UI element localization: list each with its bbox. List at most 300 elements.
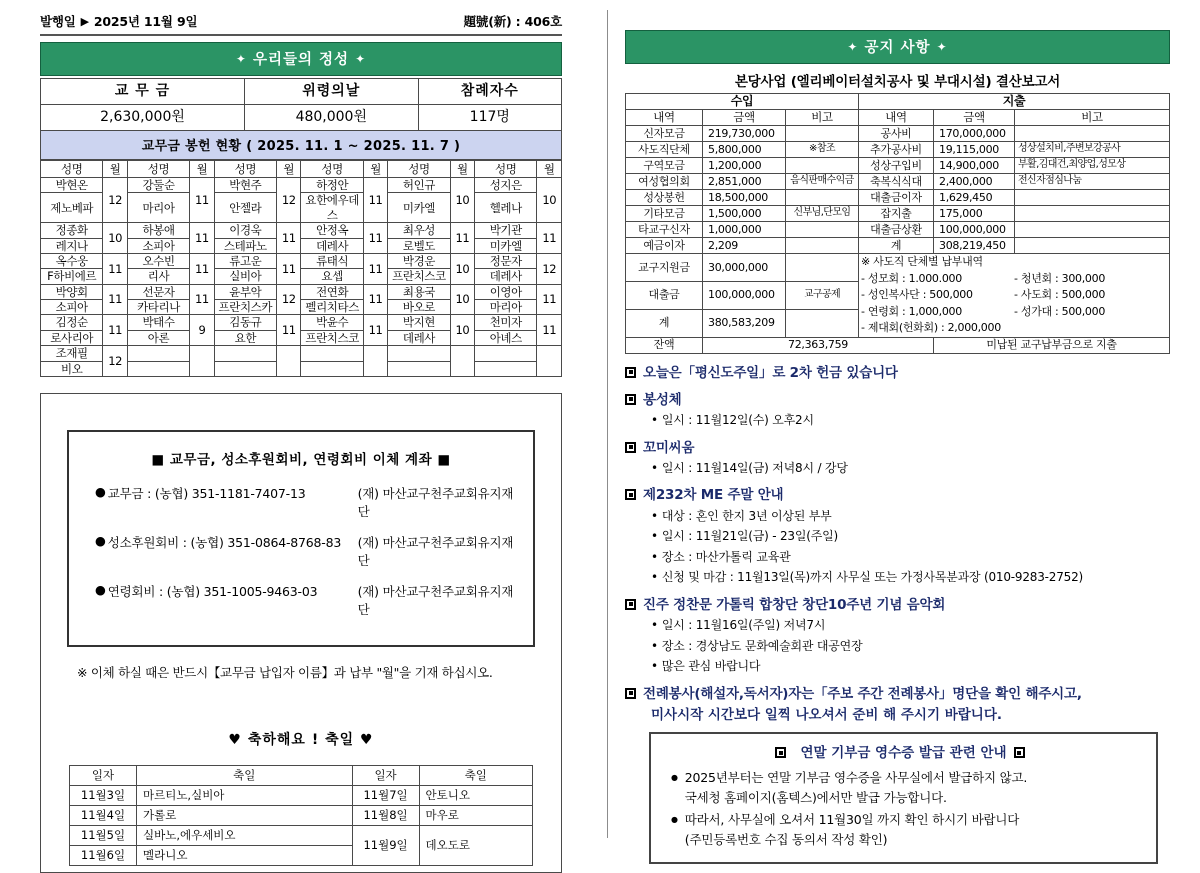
- receipt-line: 따라서, 사무실에 오셔서 11월30일 까지 확인 하시기 바랍니다: [684, 812, 1020, 828]
- donor-name: 옥수웅: [41, 253, 103, 268]
- offerings-banner: [40, 42, 562, 76]
- notice-heading-text: 제232차 ME 주말 안내: [643, 487, 784, 504]
- donor-saint-name: [475, 361, 537, 376]
- donor-col-header: 월: [450, 161, 474, 178]
- notice-detail: [651, 637, 1170, 656]
- income-note: 음식판매수익금: [786, 174, 859, 190]
- diamond-icon-right: ✦: [936, 40, 948, 54]
- expense-item: 축복식식대: [859, 174, 934, 190]
- table-row: [70, 805, 533, 825]
- expense-amount: 14,900,000: [934, 158, 1015, 174]
- donor-saint-name: 데레사: [301, 238, 363, 253]
- donor-name: 김동규: [214, 315, 276, 330]
- donor-month: [277, 346, 301, 377]
- notice-detail: [651, 507, 1170, 526]
- income-amount: 1,000,000: [703, 222, 786, 238]
- donor-saint-name: 요셉: [301, 269, 363, 284]
- donor-name: 박경운: [388, 253, 450, 268]
- donor-saint-name: 프란치스코: [301, 330, 363, 345]
- account-number: 연령회비 : (농협) 351-1005-9463-03: [107, 583, 318, 599]
- donor-name: 허인규: [388, 178, 450, 193]
- income-item: 사도직단체: [626, 142, 703, 158]
- donor-name: 박양회: [41, 284, 103, 299]
- diamond-icon-left: ✦: [235, 52, 247, 66]
- expense-note: 성상설치비,주변보강공사: [1015, 142, 1170, 158]
- notice-heading-text: 봉성체: [643, 391, 682, 408]
- donor-name: [214, 346, 276, 361]
- donor-name: 정종화: [41, 223, 103, 238]
- bullet-icon: •: [651, 412, 658, 427]
- bullet-icon: •: [651, 529, 658, 544]
- donor-col-header: 월: [363, 161, 387, 178]
- account-line: [95, 533, 525, 569]
- donor-saint-name: 마리아: [127, 193, 189, 223]
- summary-header-1: 위령의날: [244, 79, 418, 105]
- donor-month: 11: [277, 315, 301, 346]
- account-line: [95, 582, 525, 618]
- income-note: [786, 158, 859, 174]
- expense-item: 공사비: [859, 126, 934, 142]
- income-item: 예금이자: [626, 238, 703, 254]
- income-amount: 2,851,000: [703, 174, 786, 190]
- table-row: [626, 337, 1170, 353]
- account-line: [95, 484, 525, 520]
- financial-report-table: [625, 93, 1170, 354]
- income-item: 여성협의회: [626, 174, 703, 190]
- donor-saint-name: 리사: [127, 269, 189, 284]
- filled-square-icon: [625, 688, 636, 699]
- income-note: [786, 190, 859, 206]
- donor-month: 11: [450, 223, 474, 254]
- donor-month: 11: [103, 284, 127, 315]
- income-note: ※참조: [786, 142, 859, 158]
- feast-col-header: 일자: [352, 765, 419, 785]
- income-amount: 30,000,000: [703, 254, 786, 282]
- income-item: 기타모금: [626, 206, 703, 222]
- donor-name: 안정옥: [301, 223, 363, 238]
- donor-col-header: 성명: [41, 161, 103, 178]
- bullet-icon: •: [651, 460, 658, 475]
- offerings-summary-table: [40, 78, 562, 131]
- receipt-line: (주민등록번호 수집 동의서 작성 확인): [684, 832, 888, 848]
- expense-amount: 19,115,000: [934, 142, 1015, 158]
- financial-report-title: 본당사업 (엘리베이터설치공사 및 부대시설) 결산보고서: [734, 74, 1061, 90]
- summary-value-1: 480,000원: [244, 105, 418, 131]
- receipt-line: 국세청 홈페이지(홈텍스)에서만 발급 가능합니다.: [684, 790, 947, 806]
- notices-list: [625, 364, 1170, 724]
- feast-day-title: ♥ 축하해요 ! 축일 ♥: [228, 731, 374, 748]
- donor-name: 성지은: [475, 178, 537, 193]
- expense-note: [1015, 126, 1170, 142]
- feast-date: 11월6일: [70, 845, 137, 865]
- memo-entry: - 제대회(헌화회) : 2,000,000: [861, 321, 1001, 334]
- table-row: [626, 222, 1170, 238]
- donor-name: 천미자: [475, 315, 537, 330]
- receipt-notice-item: [661, 768, 1146, 808]
- filled-square-icon: [625, 442, 636, 453]
- donor-saint-name: 아녜스: [475, 330, 537, 345]
- notice-detail-text: 일시 : 11월16일(주일) 저녁7시: [661, 618, 826, 633]
- donor-month: 11: [363, 178, 387, 223]
- donor-month: 11: [363, 253, 387, 284]
- donor-saint-name: 카타리나: [127, 300, 189, 315]
- notice-detail: [651, 657, 1170, 676]
- donor-saint-name: 로사리아: [41, 330, 103, 345]
- feast-date: 11월4일: [70, 805, 137, 825]
- bullet-icon: •: [651, 508, 658, 523]
- feast-name: 가롤로: [137, 805, 353, 825]
- donor-saint-name: 아론: [127, 330, 189, 345]
- donor-month: 11: [190, 284, 214, 315]
- donor-saint-name: 미카엘: [475, 238, 537, 253]
- memo-entry: - 연령회 : 1,000,000: [861, 304, 962, 318]
- memo-row: [861, 287, 1167, 304]
- donor-month: 11: [103, 253, 127, 284]
- feast-name: 안토니오: [419, 785, 532, 805]
- notice-item: [625, 596, 1170, 676]
- income-item: 신자모금: [626, 126, 703, 142]
- donor-name: 박기관: [475, 223, 537, 238]
- donor-saint-name: 안젤라: [214, 193, 276, 223]
- notices-banner-title: 공지 사항: [864, 40, 931, 56]
- donor-name: 최용국: [388, 284, 450, 299]
- feast-col-header: 일자: [70, 765, 137, 785]
- apostolate-memo: [859, 254, 1170, 338]
- expense-note: [1015, 190, 1170, 206]
- account-box-title: ■ 교무금, 성소후원회비, 연령회비 이체 계좌 ■: [151, 451, 451, 468]
- memo-row: [861, 271, 1167, 288]
- donor-name: 박현온: [41, 178, 103, 193]
- donor-saint-name: 로벨도: [388, 238, 450, 253]
- donor-name: [475, 346, 537, 361]
- notice-heading-continuation: 미사시작 시간보다 일찍 나오셔서 준비 해 주시기 바랍니다.: [651, 707, 1003, 724]
- table-row: [626, 142, 1170, 158]
- table-row: [70, 785, 533, 805]
- notice-heading-text: 꼬미씨움: [643, 439, 695, 456]
- expense-item: 계: [859, 238, 934, 254]
- notice-detail-text: 많은 관심 바랍니다: [661, 659, 761, 674]
- notice-heading: [625, 364, 1170, 382]
- notice-detail-text: 대상 : 혼인 한지 3년 이상된 부부: [661, 508, 832, 523]
- income-note: [786, 222, 859, 238]
- income-amount: 18,500,000: [703, 190, 786, 206]
- filled-square-icon: [625, 489, 636, 500]
- memo-entry: - 성가대 : 500,000: [1014, 304, 1106, 318]
- account-holder: (재) 마산교구천주교회유지재단: [357, 534, 514, 568]
- feast-date: 11월8일: [352, 805, 419, 825]
- notice-heading: [625, 486, 1170, 504]
- donor-col-header: 월: [103, 161, 127, 178]
- donor-name: 박현주: [214, 178, 276, 193]
- notices-banner: [625, 30, 1170, 64]
- table-row: [70, 825, 533, 845]
- donor-col-header: 성명: [475, 161, 537, 178]
- bullet-icon: ●: [95, 483, 106, 499]
- donor-month: 12: [103, 346, 127, 377]
- expense-note: [1015, 206, 1170, 222]
- memo-row: [861, 304, 1167, 321]
- summary-value-2: 117명: [418, 105, 561, 131]
- income-note: [786, 254, 859, 282]
- memo-row: [861, 320, 1167, 337]
- feast-name: 마우로: [419, 805, 532, 825]
- donor-saint-name: 프란치스카: [214, 300, 276, 315]
- table-row: [626, 126, 1170, 142]
- balance-amount: 72,363,759: [703, 337, 934, 353]
- notice-detail: [651, 616, 1170, 635]
- notice-detail-text: 신청 및 마감 : 11월13일(목)까지 사무실 또는 가정사목분과장 (010-9283-2752): [661, 570, 1083, 585]
- bullet-icon: ●: [95, 532, 106, 548]
- receipt-notice-box: [649, 732, 1158, 864]
- masthead: [40, 12, 562, 36]
- income-item: 타교구신자: [626, 222, 703, 238]
- expense-item: 대출금상환: [859, 222, 934, 238]
- issue-date-label: 발행일: [40, 14, 76, 29]
- memo-entry: - 청년회 : 300,000: [1014, 271, 1106, 285]
- fin-col-header: 내역: [859, 110, 934, 126]
- offerings-banner-title: 우리들의 정성: [252, 52, 350, 68]
- fin-col-header: 금액: [934, 110, 1015, 126]
- donor-saint-name: [388, 361, 450, 376]
- donor-name: [127, 346, 189, 361]
- notice-detail-text: 일시 : 11월21일(금) - 23일(주일): [661, 529, 838, 544]
- account-holder: (재) 마산교구천주교회유지재단: [357, 583, 514, 617]
- donor-month: 10: [450, 315, 474, 346]
- balance-note: 미납된 교구납부금으로 지출: [934, 337, 1170, 353]
- notice-detail: [651, 459, 1170, 478]
- donor-month: 11: [363, 223, 387, 254]
- donor-month: 10: [450, 284, 474, 315]
- income-group-header: 수입: [626, 94, 859, 110]
- bullet-icon: •: [651, 570, 658, 585]
- donor-month: [450, 346, 474, 377]
- donor-name: 조재필: [41, 346, 103, 361]
- donor-month: 12: [277, 284, 301, 315]
- donor-month: 12: [277, 178, 301, 223]
- receipt-notice-title-text: 연말 기부금 영수증 발급 관련 안내: [800, 745, 1007, 762]
- income-total-label: 계: [626, 309, 703, 337]
- donation-period-subbanner: 교무금 봉헌 현황 ( 2025. 11. 1 ~ 2025. 11. 7 ): [40, 131, 562, 160]
- account-number: 교무금 : (농협) 351-1181-7407-13: [107, 485, 306, 501]
- donor-col-header: 성명: [214, 161, 276, 178]
- donor-month: 11: [363, 284, 387, 315]
- donor-name: 이경욱: [214, 223, 276, 238]
- expense-item: 추가공사비: [859, 142, 934, 158]
- table-row: [41, 253, 562, 268]
- donor-saint-name: 요한에우데스: [301, 193, 363, 223]
- donor-name: 김정순: [41, 315, 103, 330]
- donor-name: [388, 346, 450, 361]
- donor-month: 10: [103, 223, 127, 254]
- feast-date: 11월3일: [70, 785, 137, 805]
- donor-month: 9: [190, 315, 214, 346]
- account-holder: (재) 마산교구천주교회유지재단: [357, 485, 514, 519]
- expense-amount: 2,400,000: [934, 174, 1015, 190]
- donor-month: 11: [277, 253, 301, 284]
- income-note: [786, 126, 859, 142]
- table-row: [626, 238, 1170, 254]
- notice-item: [625, 364, 1170, 382]
- bullet-icon: •: [651, 549, 658, 564]
- donor-col-header: 월: [190, 161, 214, 178]
- donor-name: 이영아: [475, 284, 537, 299]
- receipt-notice-text: [685, 768, 1027, 808]
- table-row-header: [41, 161, 562, 178]
- bullet-icon: •: [651, 618, 658, 633]
- fin-col-header: 비고: [1015, 110, 1170, 126]
- donor-month: 11: [103, 315, 127, 346]
- expense-amount: 175,000: [934, 206, 1015, 222]
- income-total-amount: 380,583,209: [703, 309, 786, 337]
- summary-header-2: 참례자수: [418, 79, 561, 105]
- donor-month: 11: [537, 223, 562, 254]
- donor-name: 류태식: [301, 253, 363, 268]
- table-row-header: [626, 94, 1170, 110]
- donor-month: 10: [450, 178, 474, 223]
- donor-saint-name: 미카엘: [388, 193, 450, 223]
- donor-col-header: 월: [537, 161, 562, 178]
- receipt-notice-text: [685, 810, 1019, 850]
- table-row: [41, 223, 562, 238]
- notice-detail-text: 일시 : 11월14일(금) 저녁8시 / 강당: [661, 460, 848, 475]
- expense-item: 성상구입비: [859, 158, 934, 174]
- expense-item: 대출금이자: [859, 190, 934, 206]
- feast-date: 11월5일: [70, 825, 137, 845]
- donor-saint-name: 요한: [214, 330, 276, 345]
- left-column: [0, 0, 600, 863]
- income-item: 성상봉헌: [626, 190, 703, 206]
- donor-saint-name: [301, 361, 363, 376]
- donor-month: 10: [450, 253, 474, 284]
- donor-col-header: 성명: [301, 161, 363, 178]
- donor-saint-name: 마리아: [475, 300, 537, 315]
- donor-month: 11: [190, 223, 214, 254]
- income-note: 신부님,단모임: [786, 206, 859, 222]
- donor-name: 정문자: [475, 253, 537, 268]
- notice-heading-text: 진주 정찬문 가톨릭 합창단 창단10주년 기념 음악회: [643, 596, 946, 613]
- notice-item: [625, 486, 1170, 587]
- bullet-icon: ●: [671, 815, 678, 825]
- table-row: [626, 206, 1170, 222]
- donor-name: 강둘순: [127, 178, 189, 193]
- donor-name: 하봉애: [127, 223, 189, 238]
- expense-note: 부활,김대건,최양업,성모상: [1015, 158, 1170, 174]
- donor-saint-name: 제노베파: [41, 193, 103, 223]
- expense-amount: 308,219,450: [934, 238, 1015, 254]
- table-row: [626, 190, 1170, 206]
- filled-square-icon-left: [775, 747, 786, 758]
- donor-saint-name: 레지나: [41, 238, 103, 253]
- donor-col-header: 성명: [388, 161, 450, 178]
- donor-name: 윤부악: [214, 284, 276, 299]
- account-number: 성소후원회비 : (농협) 351-0864-8768-83: [107, 534, 342, 550]
- table-row: [41, 105, 562, 131]
- expense-note: [1015, 238, 1170, 254]
- feast-col-header: 축일: [419, 765, 532, 785]
- right-column: [600, 0, 1200, 846]
- donor-name: 박윤수: [301, 315, 363, 330]
- expense-amount: 100,000,000: [934, 222, 1015, 238]
- account-info-box: [67, 430, 535, 647]
- donor-month: 12: [537, 253, 562, 284]
- notice-detail: [651, 411, 1170, 430]
- donor-saint-name: F하비에르: [41, 269, 103, 284]
- notice-item: [625, 391, 1170, 430]
- summary-header-0: 교 무 금: [41, 79, 245, 105]
- balance-label: 잔액: [626, 337, 703, 353]
- filled-square-icon: [625, 599, 636, 610]
- bullet-icon: ●: [95, 581, 106, 597]
- notice-detail-text: 장소 : 마산가톨릭 교육관: [661, 549, 791, 564]
- table-row: [41, 346, 562, 361]
- donor-col-header: 성명: [127, 161, 189, 178]
- donor-name: [301, 346, 363, 361]
- donor-name: 선문자: [127, 284, 189, 299]
- donor-saint-name: 프란치스코: [388, 269, 450, 284]
- feast-day-table: [69, 765, 533, 866]
- expense-amount: 1,629,450: [934, 190, 1015, 206]
- bullet-icon: •: [651, 638, 658, 653]
- bullet-icon: ●: [671, 773, 678, 783]
- expense-group-header: 지출: [859, 94, 1170, 110]
- notice-heading-text: 오늘은「평신도주일」로 2차 헌금 있습니다: [643, 364, 898, 381]
- income-total-note: [786, 309, 859, 337]
- donor-month: 11: [190, 253, 214, 284]
- notice-item: [625, 439, 1170, 478]
- income-note: 교구공제: [786, 281, 859, 309]
- filled-square-icon: [625, 367, 636, 378]
- donor-month: 10: [537, 178, 562, 223]
- donor-month: 11: [277, 223, 301, 254]
- income-amount: 219,730,000: [703, 126, 786, 142]
- income-amount: 100,000,000: [703, 281, 786, 309]
- table-row: [41, 284, 562, 299]
- table-row: [41, 178, 562, 193]
- receipt-line: 2025년부터는 연말 기부금 영수증을 사무실에서 발급하지 않고.: [684, 770, 1028, 786]
- memo-entry: - 성모회 : 1.000.000: [861, 271, 962, 285]
- summary-value-0: 2,630,000원: [41, 105, 245, 131]
- diamond-icon-right: ✦: [355, 52, 367, 66]
- notice-heading-text: 전례봉사(해설자,독서자)자는「주보 주간 전례봉사」명단을 확인 해주시고,: [643, 685, 1082, 702]
- notice-detail: [651, 527, 1170, 546]
- donor-month: 12: [103, 178, 127, 223]
- expense-note: 전신자점심나눔: [1015, 174, 1170, 190]
- feast-date: 11월9일: [352, 825, 419, 865]
- income-amount: 5,800,000: [703, 142, 786, 158]
- notice-detail: [651, 548, 1170, 567]
- donor-saint-name: 펠리치타스: [301, 300, 363, 315]
- donor-name: 전연화: [301, 284, 363, 299]
- issue-date: 2025년 11월 9일: [93, 14, 198, 29]
- donor-saint-name: 데레사: [475, 269, 537, 284]
- donor-name: 오수빈: [127, 253, 189, 268]
- income-amount: 1,200,000: [703, 158, 786, 174]
- donor-month: [190, 346, 214, 377]
- donor-saint-name: 실비아: [214, 269, 276, 284]
- notice-detail: [651, 568, 1170, 587]
- donor-month: [363, 346, 387, 377]
- apostolate-memo-title: ※ 사도직 단체별 납부내역: [861, 255, 983, 268]
- memo-entry: - 사도회 : 500,000: [1014, 288, 1106, 301]
- donor-name: 류고운: [214, 253, 276, 268]
- donor-saint-name: 데레사: [388, 330, 450, 345]
- donor-saint-name: 스테파노: [214, 238, 276, 253]
- left-lower-box: [40, 393, 562, 873]
- donor-month: 11: [537, 284, 562, 315]
- donor-month: 11: [363, 315, 387, 346]
- donor-saint-name: [214, 361, 276, 376]
- feast-name: 마르티노,실비아: [137, 785, 353, 805]
